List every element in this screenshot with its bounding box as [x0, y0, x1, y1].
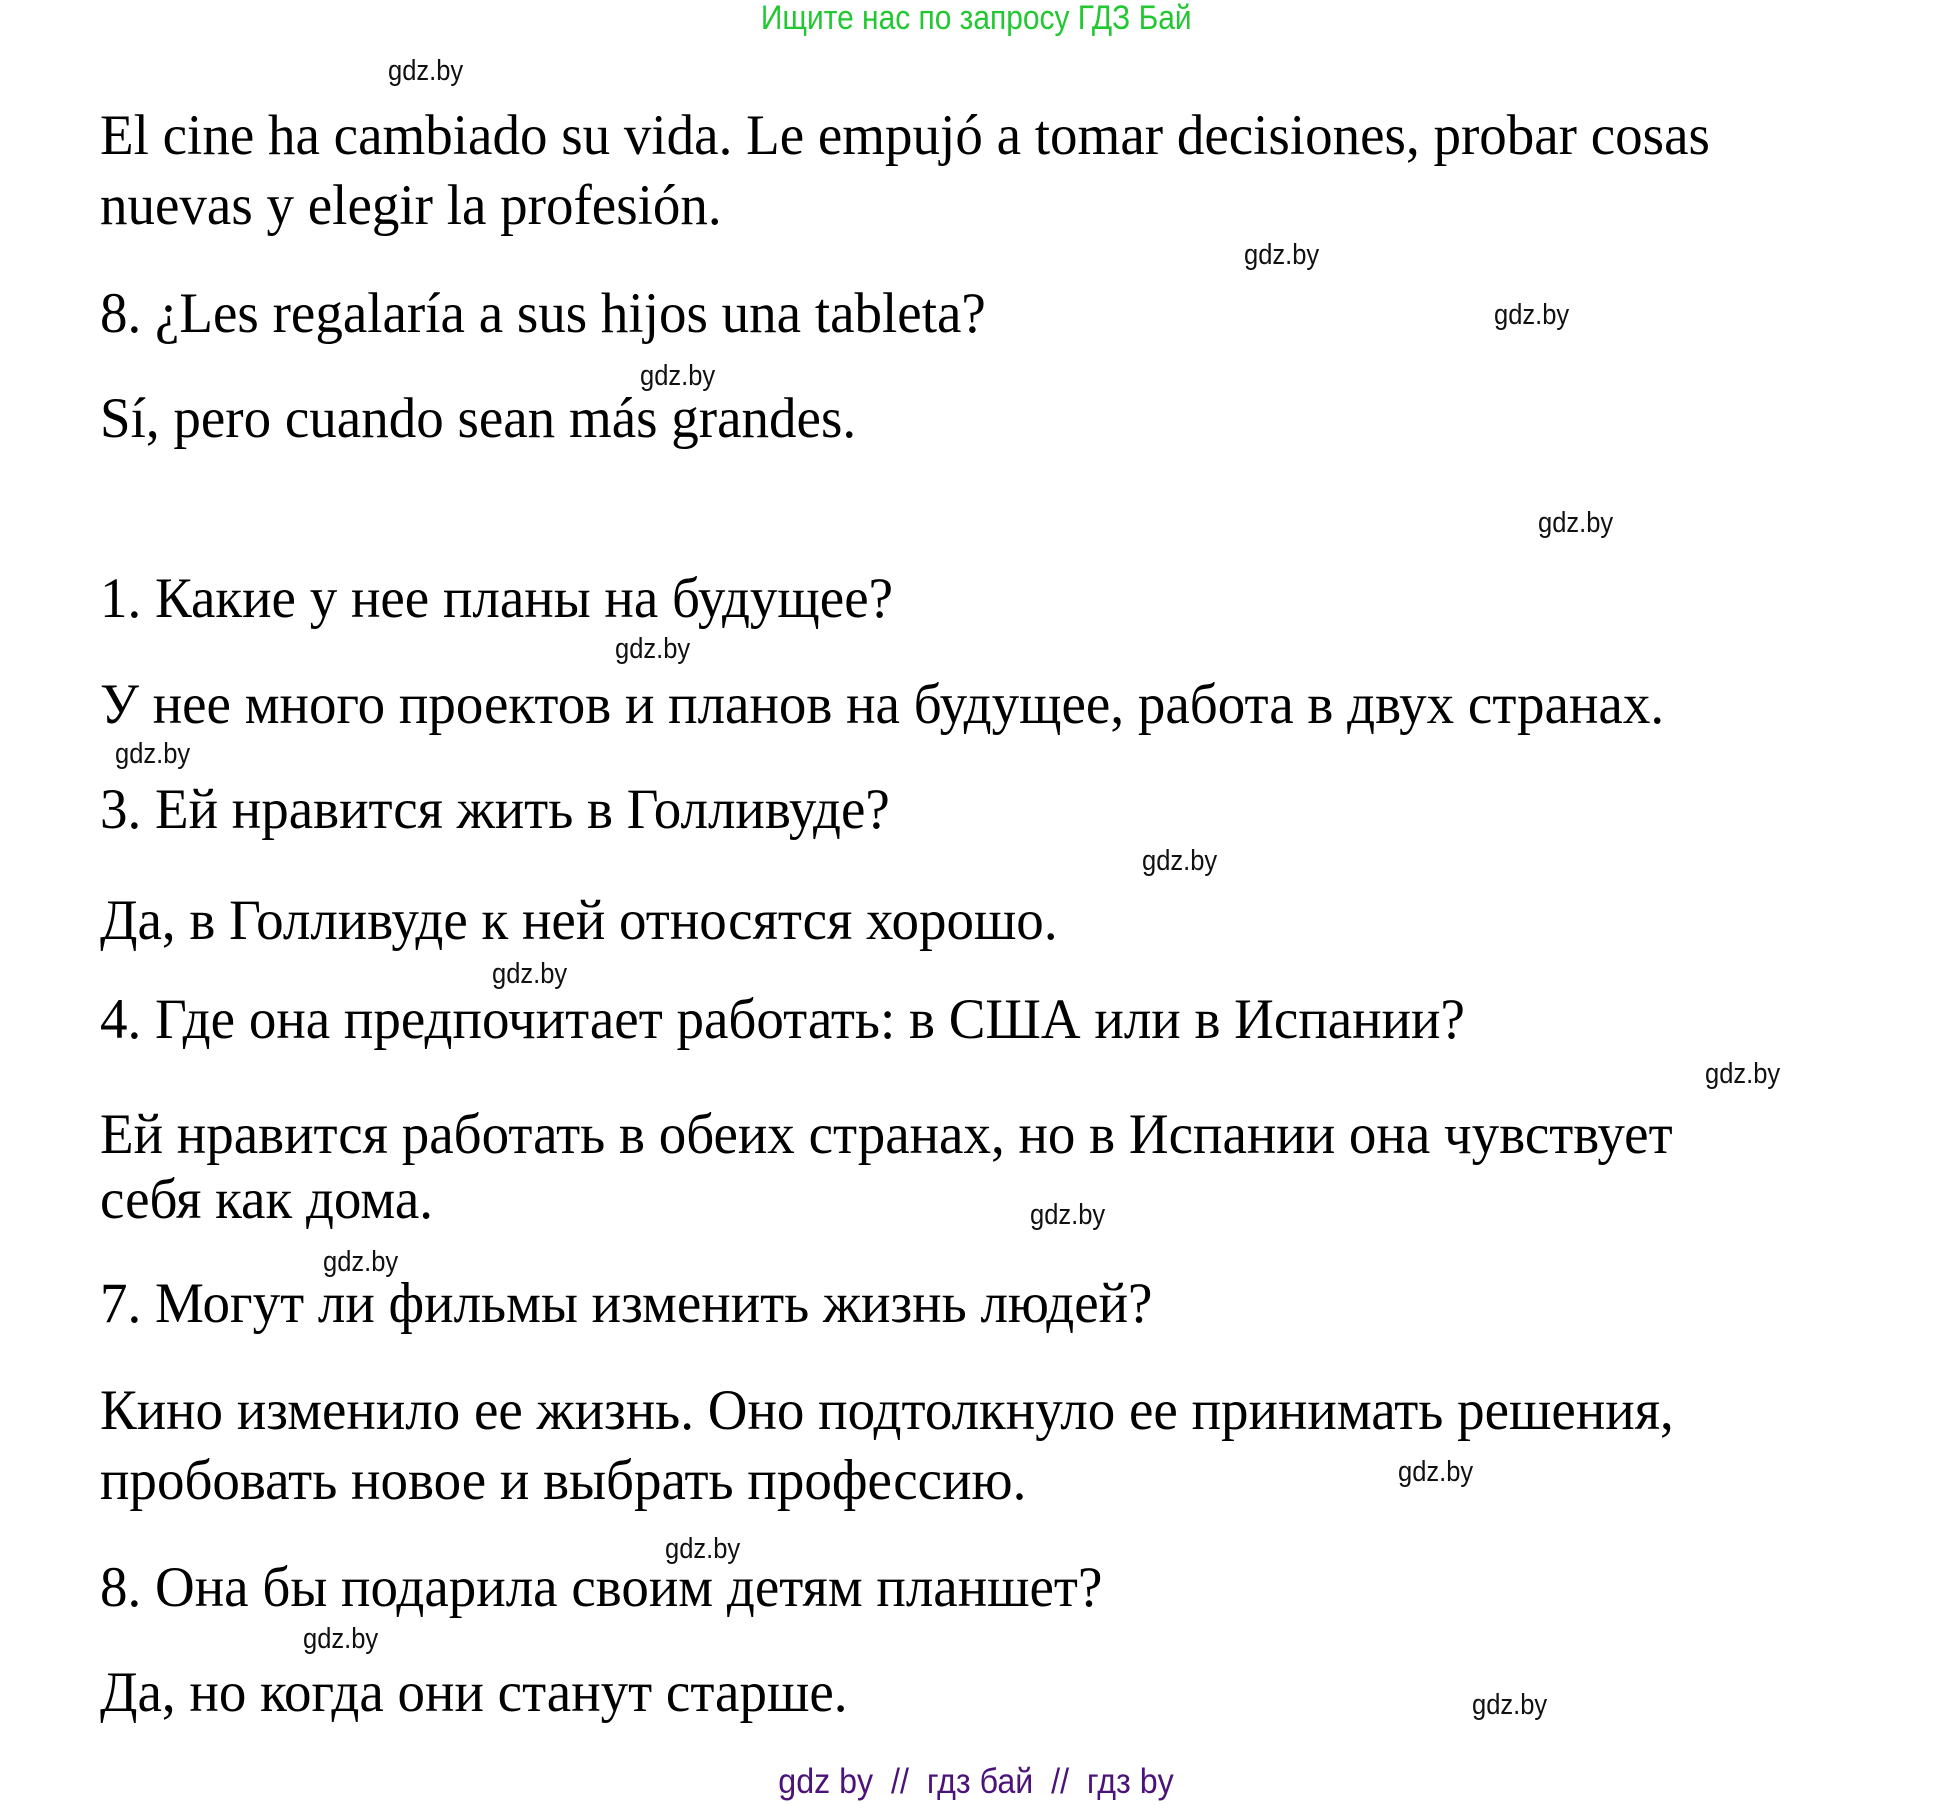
question-line: 7. Могут ли фильмы изменить жизнь людей?	[100, 1272, 1153, 1335]
question-line: 8. Она бы подарила своим детям планшет?	[100, 1556, 1103, 1619]
answer-line: себя как дома.	[100, 1168, 433, 1231]
answer-line: Sí, pero cuando sean más grandes.	[100, 387, 857, 450]
question-line: 1. Какие у нее планы на будущее?	[100, 567, 894, 630]
watermark: gdz.by	[1030, 1199, 1106, 1231]
watermark: gdz.by	[1142, 845, 1218, 877]
answer-line: пробовать новое и выбрать профессию.	[100, 1449, 1027, 1512]
answer-line: Да, но когда они станут старше.	[100, 1661, 848, 1724]
footer-links: gdz by // гдз бай // гдз by	[778, 1762, 1174, 1801]
watermark: gdz.by	[1538, 507, 1614, 539]
question-line: 8. ¿Les regalaría a sus hijos una tableta?	[100, 282, 986, 345]
answer-line: Ей нравится работать в обеих странах, но в Испании она чувствует	[100, 1103, 1673, 1166]
watermark: gdz.by	[115, 738, 191, 770]
answer-line: nuevas y elegir la profesión.	[100, 174, 722, 237]
watermark: gdz.by	[1472, 1689, 1548, 1721]
watermark: gdz.by	[1494, 299, 1570, 331]
watermark: gdz.by	[323, 1246, 399, 1278]
answer-line: Кино изменило ее жизнь. Оно подтолкнуло ее принимать решения,	[100, 1379, 1674, 1442]
answer-line: У нее много проектов и планов на будущее, работа в двух странах.	[100, 673, 1665, 736]
promo-banner: Ищите нас по запросу ГДЗ Бай	[760, 0, 1192, 37]
watermark: gdz.by	[665, 1533, 741, 1565]
watermark: gdz.by	[303, 1623, 379, 1655]
watermark: gdz.by	[388, 55, 464, 87]
watermark: gdz.by	[1244, 239, 1320, 271]
answer-line: Да, в Голливуде к ней относятся хорошо.	[100, 889, 1058, 952]
watermark: gdz.by	[1705, 1058, 1781, 1090]
question-line: 4. Где она предпочитает работать: в США или в Испании?	[100, 988, 1465, 1051]
question-line: 3. Ей нравится жить в Голливуде?	[100, 778, 890, 841]
watermark: gdz.by	[1398, 1456, 1474, 1488]
watermark: gdz.by	[615, 633, 691, 665]
answer-line: El cine ha cambiado su vida. Le empujó a tomar decisiones, probar cosas	[100, 104, 1710, 167]
watermark: gdz.by	[640, 360, 716, 392]
watermark: gdz.by	[492, 958, 568, 990]
